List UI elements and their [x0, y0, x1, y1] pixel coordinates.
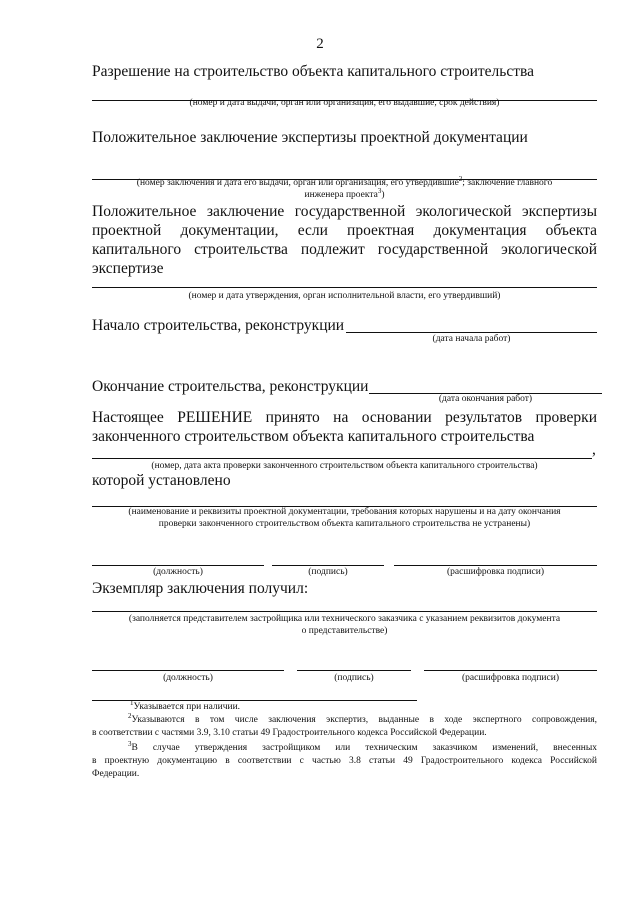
permit-title: Разрешение на строительство объекта капитального строительства: [92, 63, 534, 80]
sign2-decode-caption: (расшифровка подписи): [462, 673, 559, 683]
footnote-1: $^1$Указывается при наличии.: [130, 698, 241, 712]
sign2-signature-caption: (подпись): [334, 673, 374, 683]
end-caption: (дата окончания работ): [438, 394, 533, 404]
eco-line: [92, 287, 597, 288]
footnote-2-line2: в соответствии с частями 3.9, 3.10 статьи 49 Градостроительного кодекса Российской Федерации.: [92, 728, 487, 738]
permit-caption: (номер и дата выдачи, орган или организация, его выдавшие, срок действия): [189, 98, 500, 108]
footnote-2-line1: $^2$Указываются в том числе заключения экспертиз, выданные в ходе экспертного сопровождения,: [128, 711, 597, 725]
copy-line: [92, 611, 597, 612]
sign2-decode-line: [424, 670, 597, 671]
decision-paragraph: Настоящее РЕШЕНИЕ принято на основании результатов проверки законченного строительством объекта капитального строительства: [92, 409, 597, 445]
copy-received-label: Экземпляр заключения получил:: [92, 580, 309, 597]
expertise-caption: (номер заключения и дата его выдачи, орган или организация, его утвердившие$^2$; заключение главного инженера проекта$^3$): [136, 174, 553, 200]
eco-paragraph: Положительное заключение государственной экологической экспертизы проектной документации, если проектная документация объекта капитального строительства подлежит государственной экологической экспертизе: [92, 203, 597, 277]
end-label: Окончание строительства, реконструкции: [92, 378, 369, 395]
start-label: Начало строительства, реконструкции: [92, 317, 345, 334]
decision-caption: (номер, дата акта проверки законченного строительством объекта капитального строительства): [151, 461, 538, 471]
sign2-signature-line: [297, 670, 411, 671]
expertise-title: Положительное заключение экспертизы проектной документации: [92, 129, 528, 146]
sign2-position-caption: (должность): [163, 673, 213, 683]
established-label: которой установлено: [92, 472, 231, 489]
sign1-decode-caption: (расшифровка подписи): [447, 567, 544, 577]
eco-caption: (номер и дата утверждения, орган исполнительной власти, его утвердивший): [188, 291, 501, 301]
sign2-position-line: [92, 670, 284, 671]
decision-line: [92, 458, 592, 459]
sign1-signature-caption: (подпись): [308, 567, 348, 577]
footnotes: [92, 698, 597, 781]
start-caption: (дата начала работ): [432, 334, 511, 344]
footnote-3-line3: Федерации.: [92, 769, 140, 779]
sign1-position-caption: (должность): [153, 567, 203, 577]
copy-caption: (заполняется представителем застройщика или технического заказчика с указанием реквизитов документа о представительстве): [128, 614, 561, 636]
page-number: 2: [316, 36, 324, 52]
decision-comma: ,: [592, 441, 596, 458]
footnote-3-line2: в проектную документацию в соответствии с частью 3.8 статьи 49 Градостроительного кодекса Российской: [92, 756, 597, 766]
established-caption: (наименование и реквизиты проектной документации, требования которых нарушены и на дату окончания проверки законченного строительством объекта капитального строительства не устранены): [128, 507, 561, 529]
footnote-3-line1: $^3$В случае утверждения застройщиком или техническим заказчиком изменений, внесенных: [128, 739, 597, 753]
